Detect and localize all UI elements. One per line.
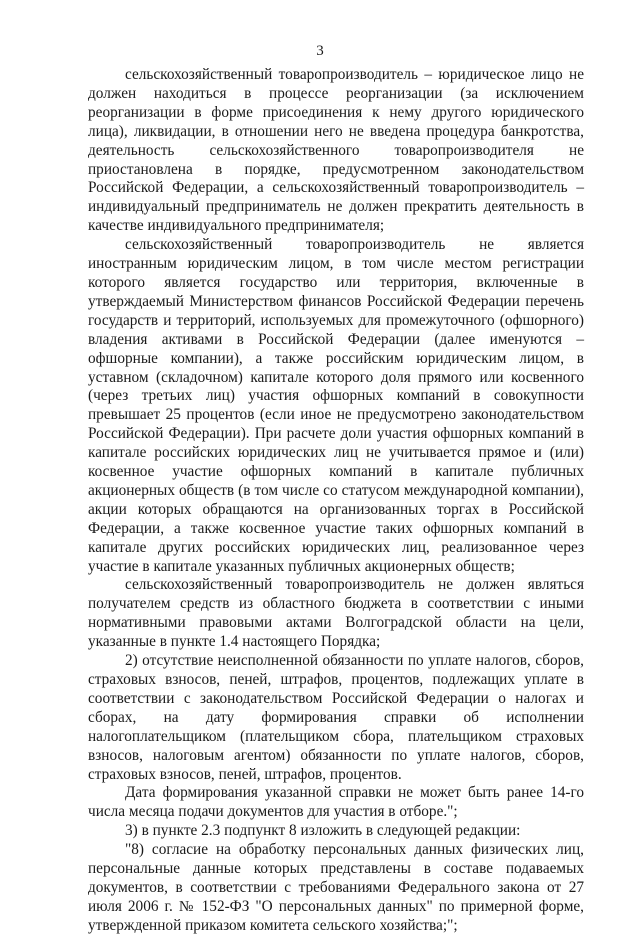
paragraph-requirement-no-reorganization: сельскохозяйственный товаропроизводитель – юридическое лицо не должен находиться в процессе реорганизации (за исключением реорганизации в форме присоединения к нему другого юридического лица), ликвидации, в отношении него не введена процедура банкротства, деятельность сельскохозяйственного товаропроизводителя не приостановлена в порядке, предусмотренном законодательством Российской Федерации, а сельскохозяйственный товаропроизводитель – индивидуальный предприниматель не должен прекратить деятельность в качестве индивидуального предпринимателя; [88, 66, 584, 235]
paragraph-requirement-not-offshore: сельскохозяйственный товаропроизводитель не является иностранным юридическим лицом, в том числе местом регистрации которого является государство или территория, включенные в утверждаемый Министерством финансов Российской Федерации перечень государств и территорий, используемых для промежуточного (офшорного) владения активами в Российской Федерации (далее именуются – офшорные компании), а также российским юридическим лицом, в уставном (складочном) капитале которого доля прямого или косвенного (через третьих лиц) участия офшорных компаний в совокупности превышает 25 процентов (если иное не предусмотрено законодательством Российской Федерации). При расчете доли участия офшорных компаний в капитале российских юридических лиц не учитывается прямое и (или) косвенное участие офшорных компаний в капитале публичных акционерных обществ (в том числе со статусом международной компании), акции которых обращаются на организованных торгах в Российской Федерации, а также косвенное участие таких офшорных компаний в капитале других российских юридических лиц, реализованное через участие в капитале указанных публичных акционерных обществ; [88, 236, 584, 575]
paragraph-subitem-8-consent: "8) согласие на обработку персональных данных физических лиц, персональные данные которых представлены в составе подаваемых документов, в соответствии с требованиями Федерального закона от 27 июля 2006 г. № 152-ФЗ "О персональных данных" по примерной форме, утвержденной приказом комитета сельского хозяйства;"; [88, 841, 584, 934]
paragraph-item-3-amendment: 3) в пункте 2.3 подпункт 8 изложить в следующей редакции: [125, 822, 521, 840]
paragraph-certificate-date: Дата формирования указанной справки не может быть ранее 14-го числа месяца подачи документов для участия в отборе."; [88, 784, 584, 821]
paragraph-item-2-no-tax-debt: 2) отсутствие неисполненной обязанности по уплате налогов, сборов, страховых взносов, пеней, штрафов, процентов, подлежащих уплате в соответствии с законодательством Российской Федерации о налогах и сборах, на дату формирования справки об исполнении налогоплательщиком (плательщиком сбора, плательщиком страховых взносов, налоговым агентом) обязанности по уплате налогов, сборов, страховых взносов, пеней, штрафов, процентов. [88, 652, 584, 783]
paragraph-requirement-no-other-funds: сельскохозяйственный товаропроизводитель не должен являться получателем средств из областного бюджета в соответствии с иными нормативными правовыми актами Волгоградской области на цели, указанные в пункте 1.4 настоящего Порядка; [88, 576, 584, 651]
document-body [88, 66, 584, 936]
page-number: 3 [316, 43, 324, 59]
